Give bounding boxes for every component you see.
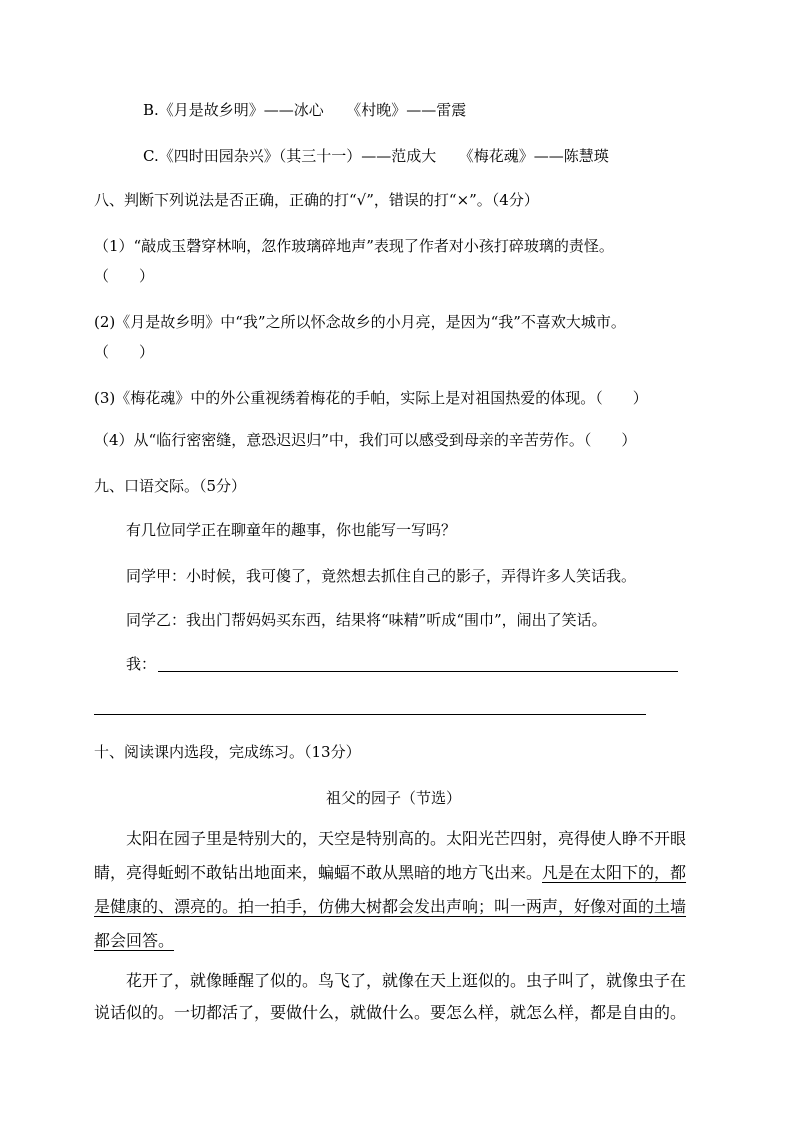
q7-option-b: B.《月是故乡明》——冰心 《村晚》——雷震 (143, 101, 467, 119)
passage-p1-line-2 (94, 862, 686, 884)
q8-item-4: （4）从“临行密密缝，意恐迟迟归”中，我们可以感受到母亲的辛苦劳作。（ ） (94, 431, 637, 449)
passage-p2-line-2: 说话似的。一切都活了，要做什么，就做什么。要怎么样，就怎么样，都是自由的。 (94, 1003, 687, 1022)
q8-item-1: （1）“敲成玉磬穿林响，忽作玻璃碎地声”表现了作者对小孩打碎玻璃的责怪。 (94, 237, 614, 255)
q9-me-label: 我： (126, 655, 157, 673)
q8-item-2-answer-blank[interactable]: （ ） (94, 343, 155, 361)
q9-prompt: 有几位同学正在聊童年的趣事，你也能写一写吗？ (126, 521, 457, 539)
q8-item-1-answer-blank[interactable]: （ ） (94, 267, 155, 285)
q8-item-2: (2)《月是故乡明》中“我”之所以怀念故乡的小月亮，是因为“我”不喜欢大城市。 (94, 313, 626, 331)
passage-underlined-sentence-end: 都会回答。 (94, 931, 175, 950)
passage-title: 祖父的园子（节选） (326, 789, 462, 807)
q9-student-a: 同学甲：小时候，我可傻了，竟然想去抓住自己的影子，弄得许多人笑话我。 (126, 567, 637, 585)
passage-underlined-sentence-middle: 是健康的、漂亮的。拍一拍手，仿佛大树都会发出声响；叫一两声，好像对面的土墙 (94, 897, 687, 916)
q8-item-3: (3)《梅花魂》中的外公重视绣着梅花的手帕，实际上是对祖国热爱的体现。（ ） (94, 389, 648, 407)
q8-heading: 八、判断下列说法是否正确，正确的打“√”，错误的打“×”。（4分） (94, 191, 539, 209)
q9-heading: 九、口语交际。（5分） (94, 477, 247, 495)
passage-p1-line-2-text: 睛，亮得蚯蚓不敢钻出地面来，蝙蝠不敢从黑暗的地方飞出来。 (94, 863, 543, 882)
passage-underlined-sentence-start: 凡是在太阳下的，都 (542, 863, 687, 882)
q7-option-c: C.《四时田园杂兴》（其三十一）——范成大 《梅花魂》——陈慧瑛 (143, 147, 609, 165)
q9-student-b: 同学乙：我出门帮妈妈买东西，结果将“味精”听成“围巾”，闹出了笑话。 (126, 611, 607, 629)
q10-heading: 十、阅读课内选段，完成练习。（13分） (94, 743, 361, 761)
q9-answer-line-2[interactable] (94, 714, 646, 715)
q9-answer-line-1[interactable] (158, 671, 678, 672)
passage-p1-line-1: 太阳在园子里是特别大的，天空是特别高的。太阳光芒四射，亮得使人睁不开眼 (126, 829, 687, 848)
passage-p2-line-1: 花开了，就像睡醒了似的。鸟飞了，就像在天上逛似的。虫子叫了，就像虫子在 (126, 971, 687, 990)
